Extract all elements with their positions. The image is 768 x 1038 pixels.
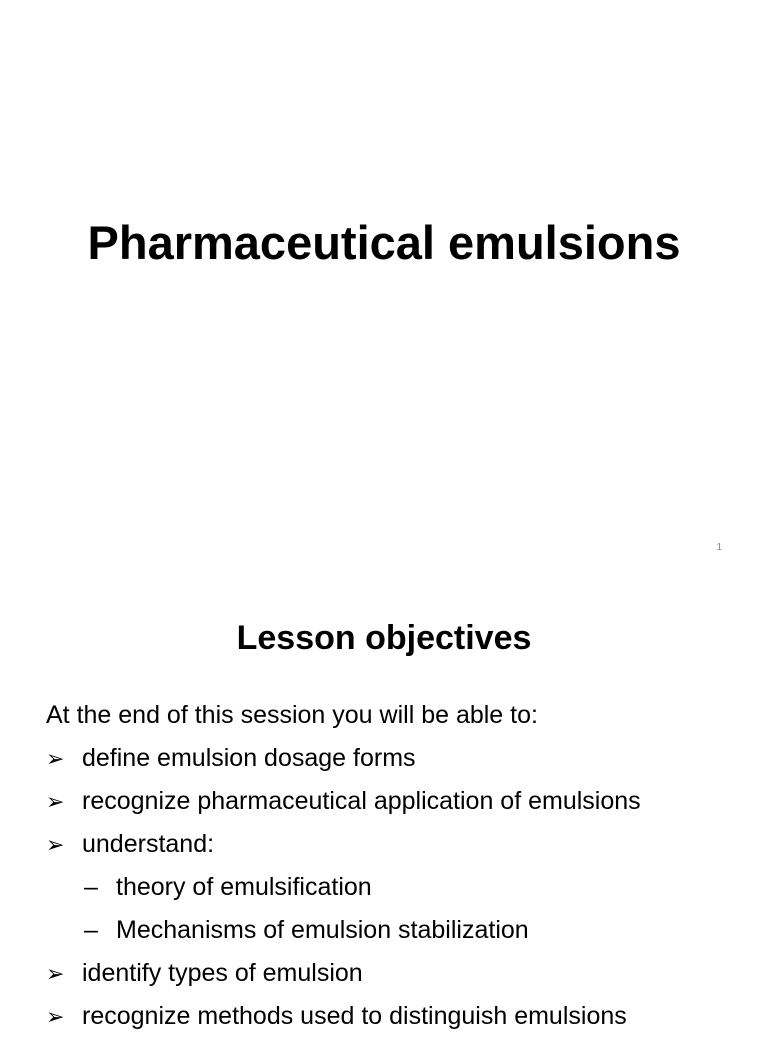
presentation-title: Pharmaceutical emulsions <box>87 216 681 269</box>
sub-list-item <box>46 909 746 952</box>
list-item <box>46 780 746 823</box>
sub-list-item <box>46 866 746 909</box>
arrow-bullet-icon: ➢ <box>46 832 65 857</box>
arrow-bullet-icon: ➢ <box>46 961 65 986</box>
list-item-text: At the end of this session you will be able to: <box>46 701 538 729</box>
list-item-text: identify types of emulsion <box>82 959 363 987</box>
arrow-bullet-icon: ➢ <box>46 1004 65 1029</box>
slide-number: 1 <box>716 542 722 553</box>
dash-bullet-icon: – <box>84 916 98 944</box>
list-item <box>46 823 746 866</box>
list-item-text: understand: <box>82 830 215 858</box>
objectives-slide <box>0 576 768 1030</box>
arrow-bullet-icon: ➢ <box>46 789 65 814</box>
list-item-text: recognize pharmaceutical application of emulsions <box>82 787 641 815</box>
dash-bullet-icon: – <box>84 873 98 901</box>
list-item-text: recognize methods used to distinguish emulsions <box>82 1002 627 1030</box>
list-item-text: theory of emulsification <box>116 873 372 901</box>
objectives-list <box>46 694 746 1038</box>
list-item-text: define emulsion dosage forms <box>82 744 416 772</box>
arrow-bullet-icon: ➢ <box>46 746 65 771</box>
list-item <box>46 995 746 1038</box>
list-item <box>46 952 746 995</box>
slide-title: Lesson objectives <box>236 619 532 657</box>
list-item <box>46 737 746 780</box>
list-item-text: Mechanisms of emulsion stabilization <box>116 916 529 944</box>
list-item-intro <box>46 694 746 737</box>
